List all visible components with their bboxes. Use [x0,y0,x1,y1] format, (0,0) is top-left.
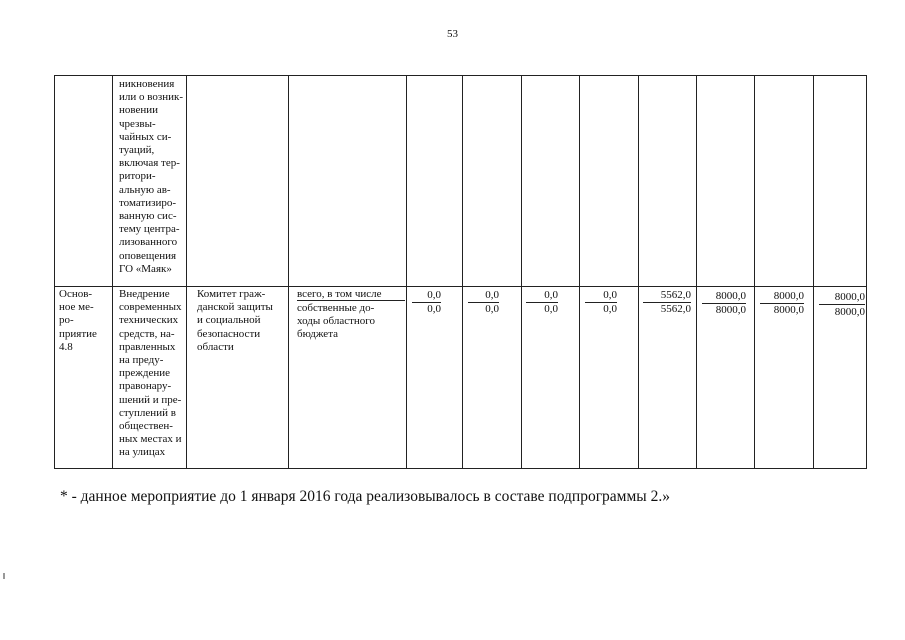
column-divider [521,76,522,468]
footnote: * - данное мероприятие до 1 января 2016 года реализовывалось в составе подпрограммы 2.» [60,488,670,505]
total-value: 8000,0 [702,290,746,304]
column-divider [186,76,187,468]
continued-activity-name: никновения или о возник- новении чрезвы- чайных си- туаций, включая тер- ритори- альную ав- томатизиро- ванную сис- тему центра- лизованного оповещения ГО «Маяк» [119,78,184,275]
executor-name: Комитет граж- данской защиты и социальной безопасности области [197,288,273,353]
column-divider [579,76,580,468]
total-value: 8000,0 [819,291,865,305]
page-number: 53 [447,28,458,40]
row-divider [55,286,866,287]
column-divider [813,76,814,468]
total-value: 0,0 [585,289,617,303]
regional-budget-value: 0,0 [427,303,441,315]
total-value: 0,0 [412,289,441,303]
column-divider [696,76,697,468]
column-divider [288,76,289,468]
column-divider [406,76,407,468]
scan-mark [3,573,5,579]
column-divider [754,76,755,468]
regional-budget-value: 8000,0 [773,304,804,316]
regional-budget-value: 8000,0 [715,304,746,316]
column-divider [112,76,113,468]
column-divider [462,76,463,468]
budget-table [54,75,867,469]
activity-code: Основ- ное ме- ро- приятие 4.8 [59,288,97,353]
regional-budget-value: 5562,0 [660,303,691,315]
activity-name: Внедрение современных технических средств, на- правленных на преду- преждение правонару- шений и пре- ступлений в обществен- ных местах и на улицах [119,288,182,459]
total-value: 0,0 [468,289,499,303]
total-value: 5562,0 [643,289,691,303]
regional-budget-value: 8000,0 [834,306,865,318]
regional-budget-value: 0,0 [603,303,617,315]
source-label-total: всего, в том числе [297,289,405,301]
regional-budget-value: 0,0 [544,303,558,315]
column-divider [638,76,639,468]
total-value: 0,0 [526,289,558,303]
source-label-regional-budget: собственные до- ходы областного бюджета [297,302,376,340]
total-value: 8000,0 [760,290,804,304]
regional-budget-value: 0,0 [485,303,499,315]
